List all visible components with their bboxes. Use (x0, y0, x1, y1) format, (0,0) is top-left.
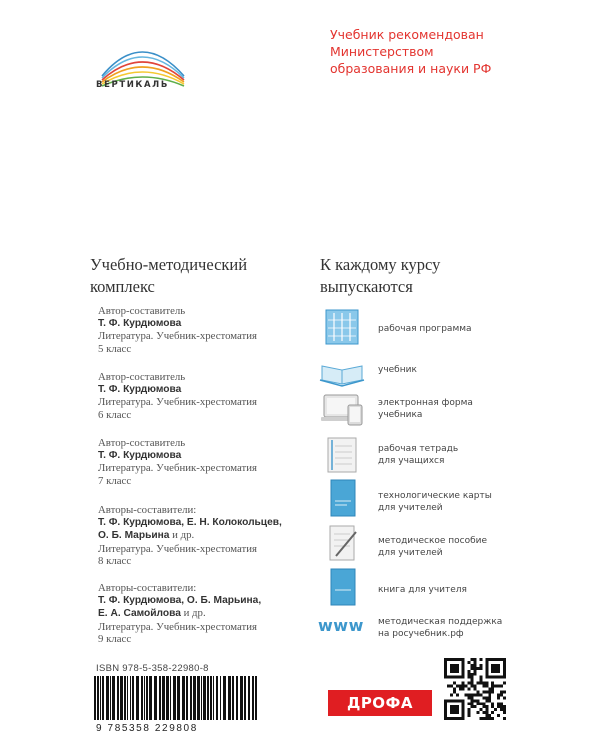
author-label: Автор-составитель (98, 437, 186, 449)
resource-label-line: на росучебник.рф (378, 629, 464, 639)
resource-label-line: методическое пособие (378, 536, 488, 546)
technology-cards-icon (322, 479, 362, 517)
resource-label-line: рабочая тетрадь (378, 444, 459, 454)
recommendation-line: Министерством (330, 44, 434, 59)
qr-code-icon (444, 658, 506, 720)
author-label: Авторы-составители: (98, 582, 197, 594)
resource-label-line: электронная форма (378, 398, 473, 408)
book-title: Литература. Учебник-хрестоматия (98, 462, 257, 474)
book-entry-grade-5 (98, 305, 257, 355)
book-title: Литература. Учебник-хрестоматия (98, 542, 257, 555)
resource-label-line: учебник (378, 365, 417, 375)
resource-label-web-support (378, 616, 538, 640)
courses-heading (320, 254, 520, 298)
author-label: Авторы-составители: (98, 504, 197, 516)
author-suffix: и др. (169, 529, 195, 541)
teacher-book-icon (322, 568, 362, 606)
author-names: Т. Ф. Курдюмова (98, 449, 182, 461)
resource-label-line: для учащихся (378, 456, 445, 466)
resource-label-electronic (378, 397, 538, 421)
electronic-devices-icon (318, 391, 366, 429)
resource-label-line: рабочая программа (378, 324, 472, 334)
book-title: Литература. Учебник-хрестоматия (98, 330, 257, 342)
book-grade: 9 класс (98, 633, 132, 645)
book-grade: 8 класс (98, 555, 132, 567)
methodical-guide-icon (322, 524, 362, 562)
author-names: Т. Ф. Курдюмова (98, 383, 182, 395)
author-names: О. Б. Марьина (98, 530, 170, 541)
book-title: Литература. Учебник-хрестоматия (98, 620, 257, 633)
resource-label-textbook (378, 364, 538, 376)
isbn-text: ISBN 978-5-358-22980-8 (96, 663, 209, 674)
author-label: Автор-составитель (98, 305, 186, 317)
barcode-icon (92, 676, 262, 720)
publisher-logo (328, 690, 432, 716)
resource-label-line: методическая поддержка (378, 617, 503, 627)
resource-label-line: технологические карты (378, 491, 492, 501)
heading-line: Учебно-методический (90, 255, 248, 274)
resource-label-line: для учителей (378, 503, 443, 513)
author-label: Автор-составитель (98, 371, 186, 383)
resource-label-line: для учителей (378, 548, 443, 558)
heading-line: комплекс (90, 277, 155, 296)
author-suffix: и др. (180, 607, 206, 619)
book-grade: 6 класс (98, 408, 132, 421)
resource-label-workbook (378, 443, 538, 467)
author-names: Т. Ф. Курдюмова, О. Б. Марьина, (98, 594, 262, 606)
workbook-icon (322, 436, 362, 474)
book-entry-grade-8 (98, 504, 282, 568)
heading-line: выпускаются (320, 277, 413, 296)
book-grade: 7 класс (98, 474, 132, 487)
resource-label-teacher-book (378, 584, 538, 596)
book-entry-grade-7 (98, 437, 257, 487)
author-names: Е. А. Самойлова (98, 608, 181, 619)
open-book-icon (318, 352, 366, 390)
barcode-digits: 9 785358 229808 (96, 723, 198, 734)
resource-label-line: учебника (378, 410, 423, 420)
book-entry-grade-6 (98, 371, 257, 421)
resource-label-methodical (378, 535, 538, 559)
logo-text: ВЕРТИКАЛЬ (96, 80, 169, 90)
publisher-name: ДРОФА (346, 694, 414, 712)
book-title: Литература. Учебник-хрестоматия (98, 396, 257, 408)
umk-heading (90, 254, 290, 298)
recommendation-line: образования и науки РФ (330, 61, 492, 76)
resource-label-program (378, 323, 538, 335)
author-names: Т. Ф. Курдюмова (98, 317, 182, 329)
author-names: Т. Ф. Курдюмова, Е. Н. Колокольцев, (98, 516, 282, 528)
resource-label-tech-cards (378, 490, 538, 514)
program-document-icon (322, 308, 362, 346)
heading-line: К каждому курсу (320, 255, 441, 274)
book-entry-grade-9 (98, 582, 261, 646)
www-icon: www (318, 616, 364, 635)
recommendation-line: Учебник рекомендован (330, 27, 484, 42)
resource-label-line: книга для учителя (378, 585, 467, 595)
book-grade: 5 класс (98, 342, 132, 355)
recommendation-text (330, 26, 491, 77)
